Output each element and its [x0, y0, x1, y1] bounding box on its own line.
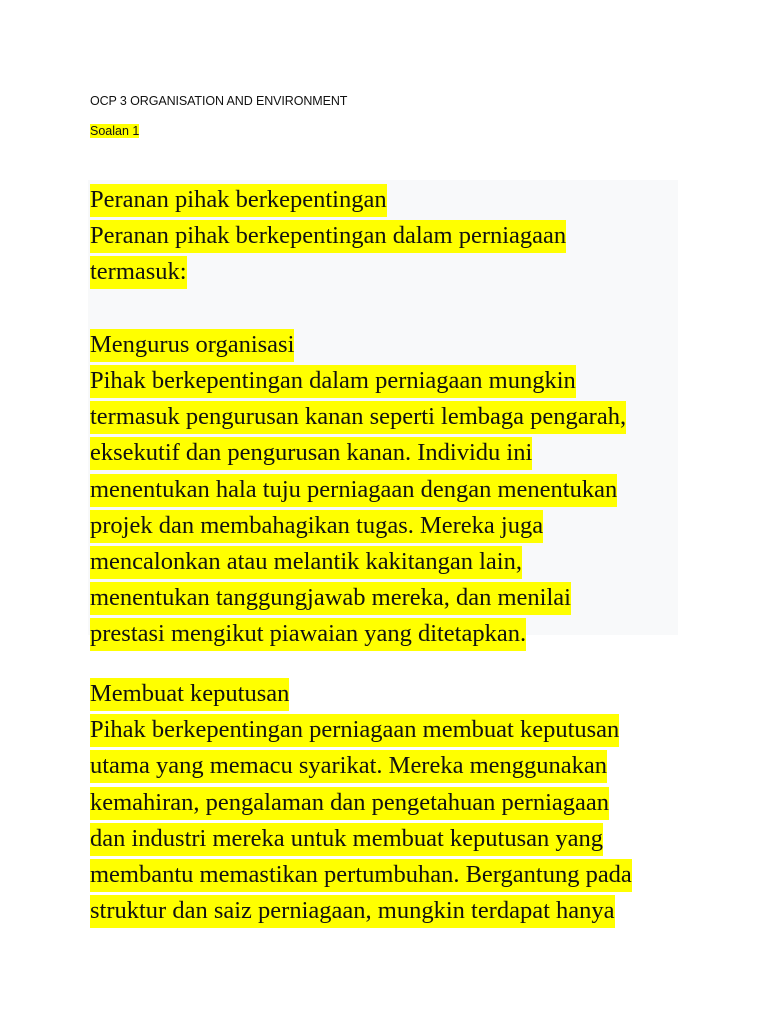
paragraph-line: struktur dan saiz perniagaan, mungkin terdapat hanya — [90, 893, 690, 929]
section-heading: Membuat keputusan — [90, 676, 690, 712]
paragraph-line: menentukan hala tuju perniagaan dengan menentukan — [90, 472, 690, 508]
paragraph-line: menentukan tanggungjawab mereka, dan menilai — [90, 580, 690, 616]
paragraph-line: dan industri mereka untuk membuat keputusan yang — [90, 821, 690, 857]
question-label — [90, 122, 139, 140]
document-title-text: OCP 3 ORGANISATION AND ENVIRONMENT — [90, 94, 348, 108]
blank-line — [90, 291, 690, 327]
paragraph-line: termasuk: — [90, 254, 690, 290]
paragraph-line: membantu memastikan pertumbuhan. Bergantung pada — [90, 857, 690, 893]
paragraph-line: utama yang memacu syarikat. Mereka menggunakan — [90, 748, 690, 784]
decision-making-block — [90, 676, 690, 929]
stakeholder-role-block — [90, 182, 690, 652]
section-heading: Peranan pihak berkepentingan — [90, 182, 690, 218]
paragraph-line: Peranan pihak berkepentingan dalam perniagaan — [90, 218, 690, 254]
paragraph-line: kemahiran, pengalaman dan pengetahuan perniagaan — [90, 785, 690, 821]
section-heading: Mengurus organisasi — [90, 327, 690, 363]
paragraph-line: mencalonkan atau melantik kakitangan lain, — [90, 544, 690, 580]
paragraph-line: termasuk pengurusan kanan seperti lembaga pengarah, — [90, 399, 690, 435]
document-title — [90, 92, 347, 110]
paragraph-line: eksekutif dan pengurusan kanan. Individu ini — [90, 435, 690, 471]
paragraph-line: Pihak berkepentingan perniagaan membuat keputusan — [90, 712, 690, 748]
paragraph-line: Pihak berkepentingan dalam perniagaan mungkin — [90, 363, 690, 399]
question-label-text: Soalan 1 — [90, 124, 140, 138]
paragraph-line: projek dan membahagikan tugas. Mereka juga — [90, 508, 690, 544]
paragraph-line: prestasi mengikut piawaian yang ditetapkan. — [90, 616, 690, 652]
